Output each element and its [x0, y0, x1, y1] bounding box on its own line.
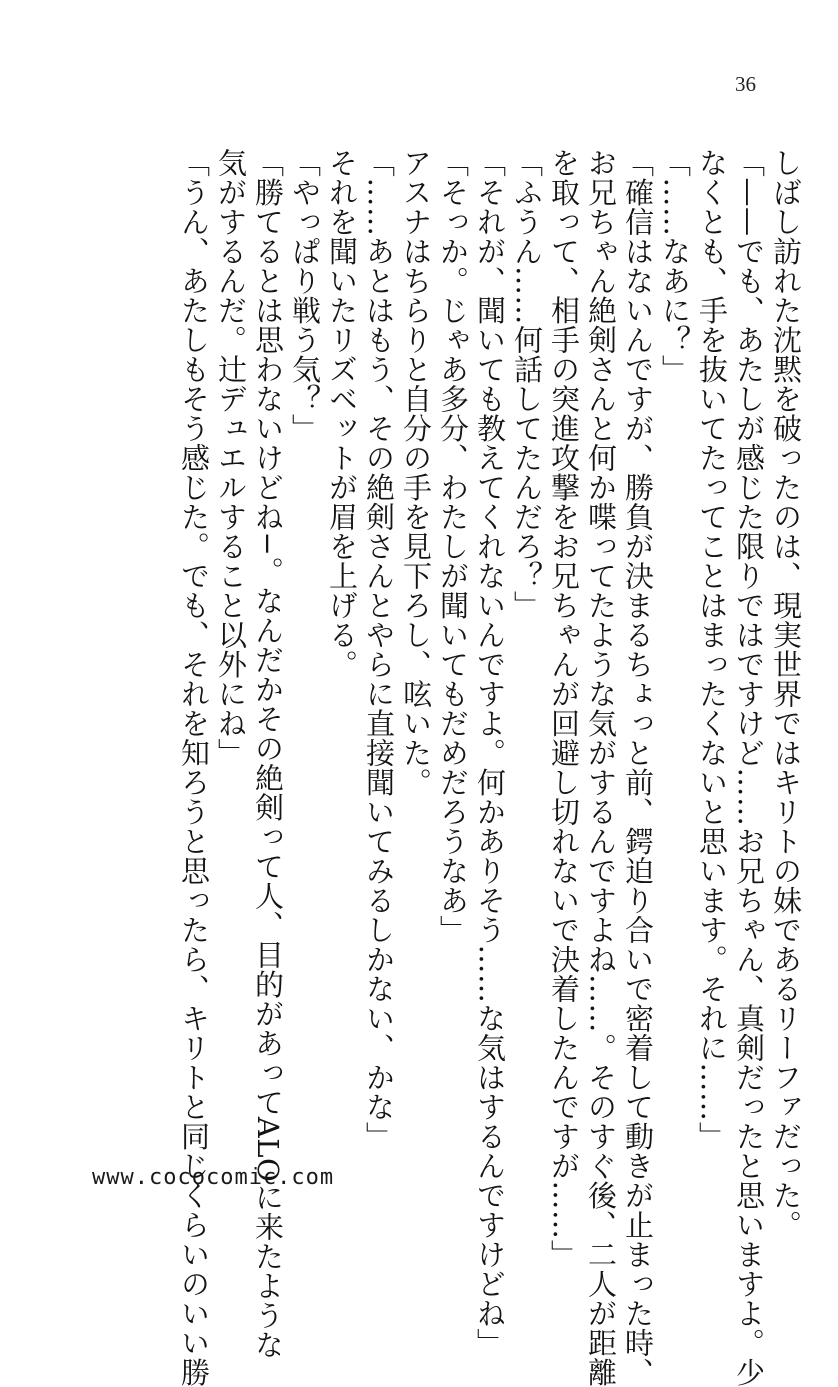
text-line: 「……あとはもう、その絶剣さんとやらに直接聞いてみるしかない、かな」: [362, 148, 396, 1151]
text-line: 「そっか。じゃあ多分、わたしが聞いてもだめだろうなあ」: [436, 148, 470, 945]
text-line: お兄ちゃん絶剣さんと何か喋ってたような気がするんですよね……。そのすぐ後、二人が距離: [584, 148, 618, 1387]
watermark-url: www.cococomic.com: [92, 1165, 335, 1190]
text-line: 「勝てるとは思わないけどね−。なんだかその絶剣って人、目的があってALOに来たような: [251, 148, 285, 1360]
text-line: 「——でも、あたしが感じた限りではですけど……お兄ちゃん、真剣だったと思いますよ。少: [732, 148, 766, 1387]
text-line: 気がするんだ。辻デュエルすること以外にね」: [214, 148, 248, 768]
text-line: 「ふうん……何話してたんだろ？」: [510, 148, 544, 620]
text-line: それを聞いたリズベットが眉を上げる。: [325, 148, 359, 679]
text-line: 「確信はないんですが、勝負が決まるちょっと前、鍔迫り合いで密着して動きが止まった時、: [621, 148, 655, 1387]
text-line: なくとも、手を抜いてたってことはまったくないと思います。それに……」: [695, 148, 729, 1151]
text-line: アスナはちらりと自分の手を見下ろし、呟いた。: [399, 148, 433, 797]
text-line: 「やっぱり戦う気？」: [288, 148, 322, 443]
text-line: を取って、相手の突進攻撃をお兄ちゃんが回避し切れないで決着したんですが……」: [547, 148, 581, 1269]
text-line: 「それが、聞いても教えてくれないんですよ。何かありそう……な気はするんですけどね」: [473, 148, 507, 1358]
text-line: しばし訪れた沈黙を破ったのは、現実世界ではキリトの妹であるリーファだった。: [769, 148, 803, 1240]
page-number: 36: [735, 72, 756, 96]
text-line: 「うん、あたしもそう感じた。でも、それを知ろうと思ったら、キリトと同じくらいのいい勝: [177, 148, 211, 1387]
text-line: 「……なあに？」: [658, 148, 692, 384]
